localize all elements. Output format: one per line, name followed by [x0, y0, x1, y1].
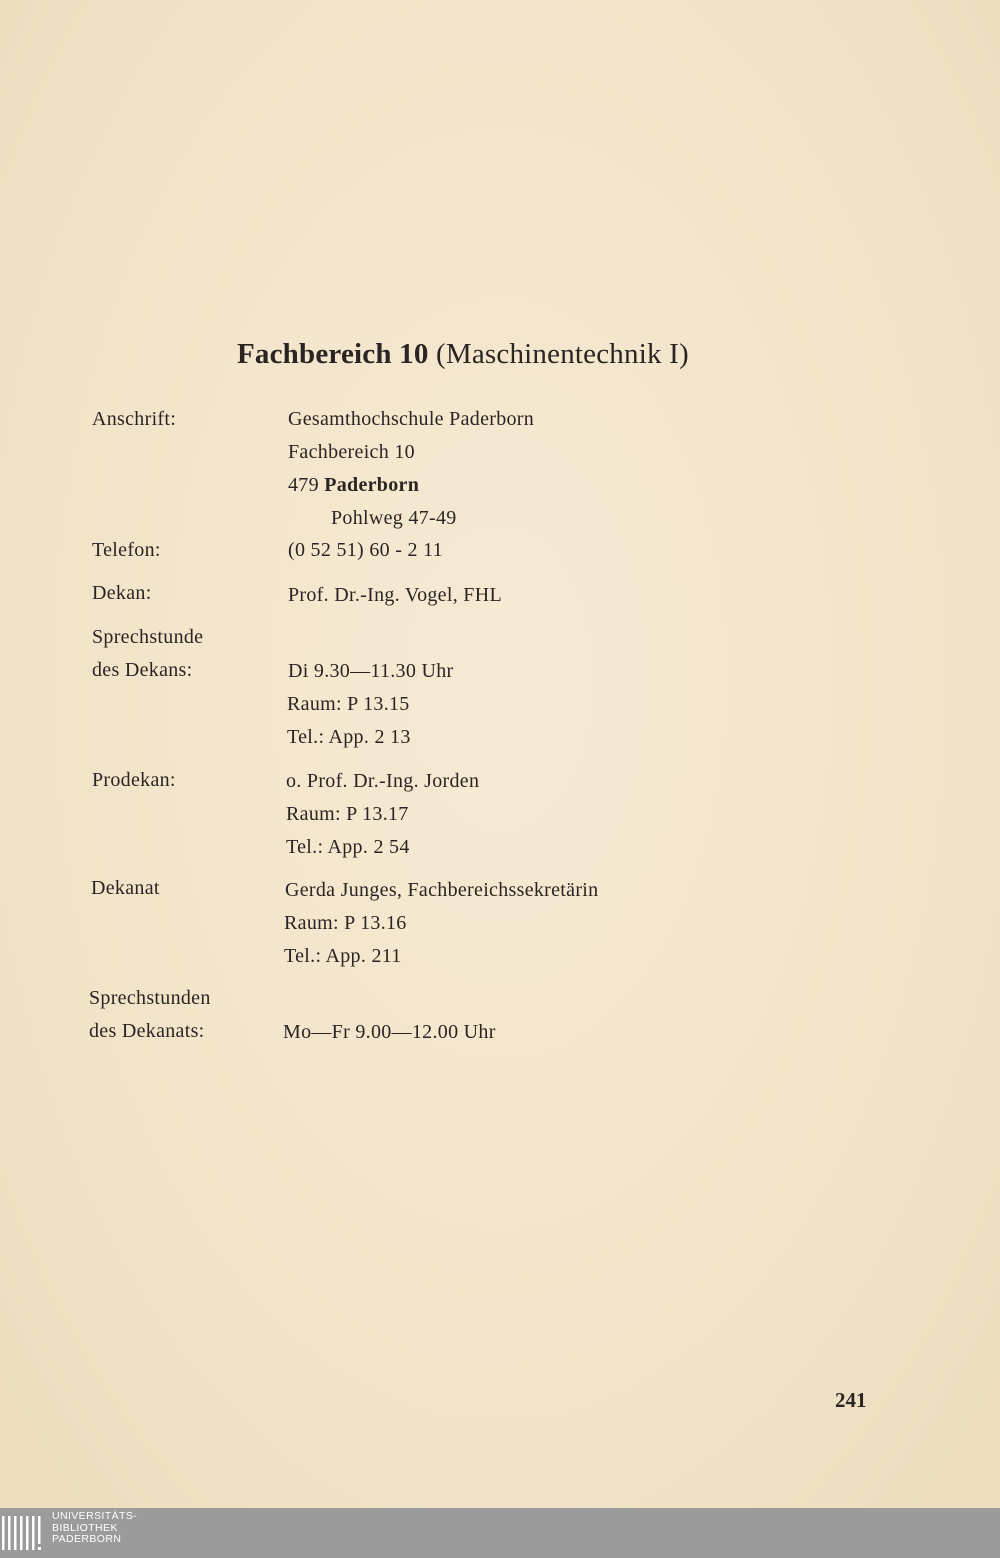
vice-dean-name: o. Prof. Dr.-Ing. Jorden: [286, 770, 480, 792]
library-logo-text: [52, 1511, 137, 1546]
dean-phone-extension: Tel.: App. 2 13: [287, 726, 411, 748]
address-city: Paderborn: [324, 474, 420, 496]
library-logo-icon: [2, 1512, 46, 1554]
deans-office-secretary: Gerda Junges, Fachbereichssekretärin: [285, 879, 599, 901]
page-number: 241: [835, 1388, 867, 1412]
label-dean: Dekan:: [92, 582, 152, 604]
dean-office-hours: Di 9.30—11.30 Uhr: [288, 660, 454, 682]
title-department: Fachbereich 10: [237, 338, 429, 370]
deans-office-room: Raum: P 13.16: [284, 912, 407, 934]
label-address: Anschrift:: [92, 408, 177, 430]
label-deans-office: Dekanat: [91, 877, 160, 899]
address-line-city: [288, 474, 419, 497]
address-line-institution: Gesamthochschule Paderborn: [288, 408, 535, 430]
label-dean-office-hours-line1: Sprechstunde: [92, 626, 204, 648]
address-line-department: Fachbereich 10: [288, 441, 415, 463]
deans-office-hours: Mo—Fr 9.00—12.00 Uhr: [283, 1021, 496, 1043]
label-dean-office-hours-line2: des Dekans:: [92, 659, 193, 681]
vice-dean-room: Raum: P 13.17: [286, 803, 409, 825]
address-postcode: 479: [288, 474, 319, 496]
title-subtitle: (Maschinentechnik I): [436, 338, 689, 370]
label-deans-office-hours-line2: des Dekanats:: [89, 1020, 205, 1042]
label-deans-office-hours-line1: Sprechstunden: [89, 987, 211, 1009]
page-title: [237, 338, 689, 371]
address-line-street: Pohlweg 47-49: [331, 507, 457, 529]
label-phone: Telefon:: [92, 539, 161, 561]
phone-number: (0 52 51) 60 - 2 11: [288, 539, 443, 561]
deans-office-phone-extension: Tel.: App. 211: [284, 945, 402, 967]
dean-name: Prof. Dr.-Ing. Vogel, FHL: [288, 584, 502, 606]
logo-text-line-1: UNIVERSITÄTS-: [52, 1510, 138, 1522]
logo-text-line-2: BIBLIOTHEK: [52, 1521, 118, 1534]
dean-room: Raum: P 13.15: [287, 693, 410, 715]
vice-dean-phone-extension: Tel.: App. 2 54: [286, 836, 410, 858]
logo-text-line-3: PADERBORN: [52, 1533, 122, 1545]
library-footer-bar: [0, 1508, 1000, 1558]
label-vice-dean: Prodekan:: [92, 769, 176, 791]
